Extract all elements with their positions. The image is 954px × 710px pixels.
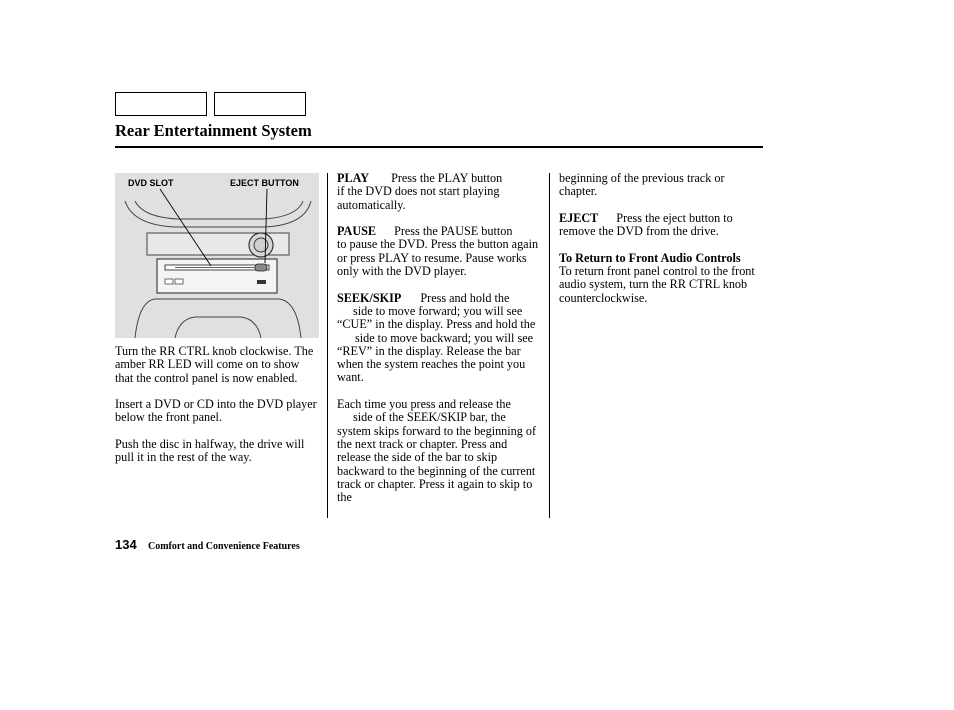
- skip-text-2: side of the SEEK/SKIP bar, the system skips forward to the beginning of the next track or chapter. Press and release the: [337, 410, 537, 465]
- paragraph-knob: Turn the RR CTRL knob clockwise. The amber RR LED will come on to show that the control panel is now enabled.: [115, 344, 314, 385]
- skip-text-1: Each time you press and release the: [337, 397, 511, 412]
- dvd-player-illustration: [115, 173, 319, 338]
- eject-button-label: EJECT BUTTON: [230, 178, 299, 188]
- play-section: [337, 172, 540, 212]
- eject-text-1: Press the eject button to: [616, 210, 733, 225]
- eject-text-2: remove the DVD from the drive.: [559, 224, 719, 239]
- page-title: Rear Entertainment System: [115, 121, 312, 140]
- eject-label: EJECT: [559, 210, 599, 225]
- skip-text-3: side of the bar to skip backward to the beginning of the current track or chapter. Press it again to skip to the: [337, 450, 536, 505]
- seek-text-3: side to move backward; you will see “REV” in the display. Release the bar when the system reaches the point you want.: [337, 330, 534, 385]
- pause-section: [337, 225, 540, 278]
- skip-section: [337, 398, 540, 504]
- title-rule: [115, 146, 763, 148]
- seek-section: [337, 292, 540, 385]
- return-text: To return front panel control to the front audio system, turn the RR CTRL knob counterclockwise.: [559, 264, 755, 305]
- play-label: PLAY: [337, 171, 370, 185]
- pause-label: PAUSE: [337, 224, 377, 239]
- paragraph-insert: Insert a DVD or CD into the DVD player below the front panel.: [115, 397, 317, 425]
- footer-section-title: Comfort and Convenience Features: [148, 541, 300, 552]
- dvd-slot-label: DVD SLOT: [128, 178, 174, 188]
- return-section: [559, 252, 759, 305]
- column-divider-1: [327, 173, 328, 518]
- column-2: [337, 172, 540, 518]
- seek-text-2: side to move forward; you will see “CUE” in the display. Press and hold the: [337, 303, 536, 332]
- dvd-player-drawing: [115, 173, 319, 338]
- paragraph-push: Push the disc in halfway, the drive will pull it in the rest of the way.: [115, 437, 305, 465]
- header-tab-box-1: [115, 92, 207, 116]
- header-tab-box-2: [214, 92, 306, 116]
- seek-text-1: Press and hold the: [420, 290, 510, 305]
- column-1: [115, 345, 320, 478]
- return-heading: To Return to Front Audio Controls: [559, 250, 741, 265]
- page-number: 134: [115, 537, 137, 552]
- pause-text-2: to pause the DVD. Press the button again or press PLAY to resume. Pause works only with the DVD player.: [337, 237, 539, 279]
- seek-label: SEEK/SKIP: [337, 290, 402, 305]
- column-3: [559, 172, 759, 305]
- column-divider-2: [549, 173, 550, 518]
- play-text-2: if the DVD does not start playing automatically.: [337, 184, 500, 212]
- eject-section: [559, 212, 759, 239]
- play-text-1: Press the PLAY button: [391, 171, 503, 185]
- pause-text-1: Press the PAUSE button: [394, 224, 513, 239]
- continued-text: beginning of the previous track or chapter.: [559, 171, 725, 199]
